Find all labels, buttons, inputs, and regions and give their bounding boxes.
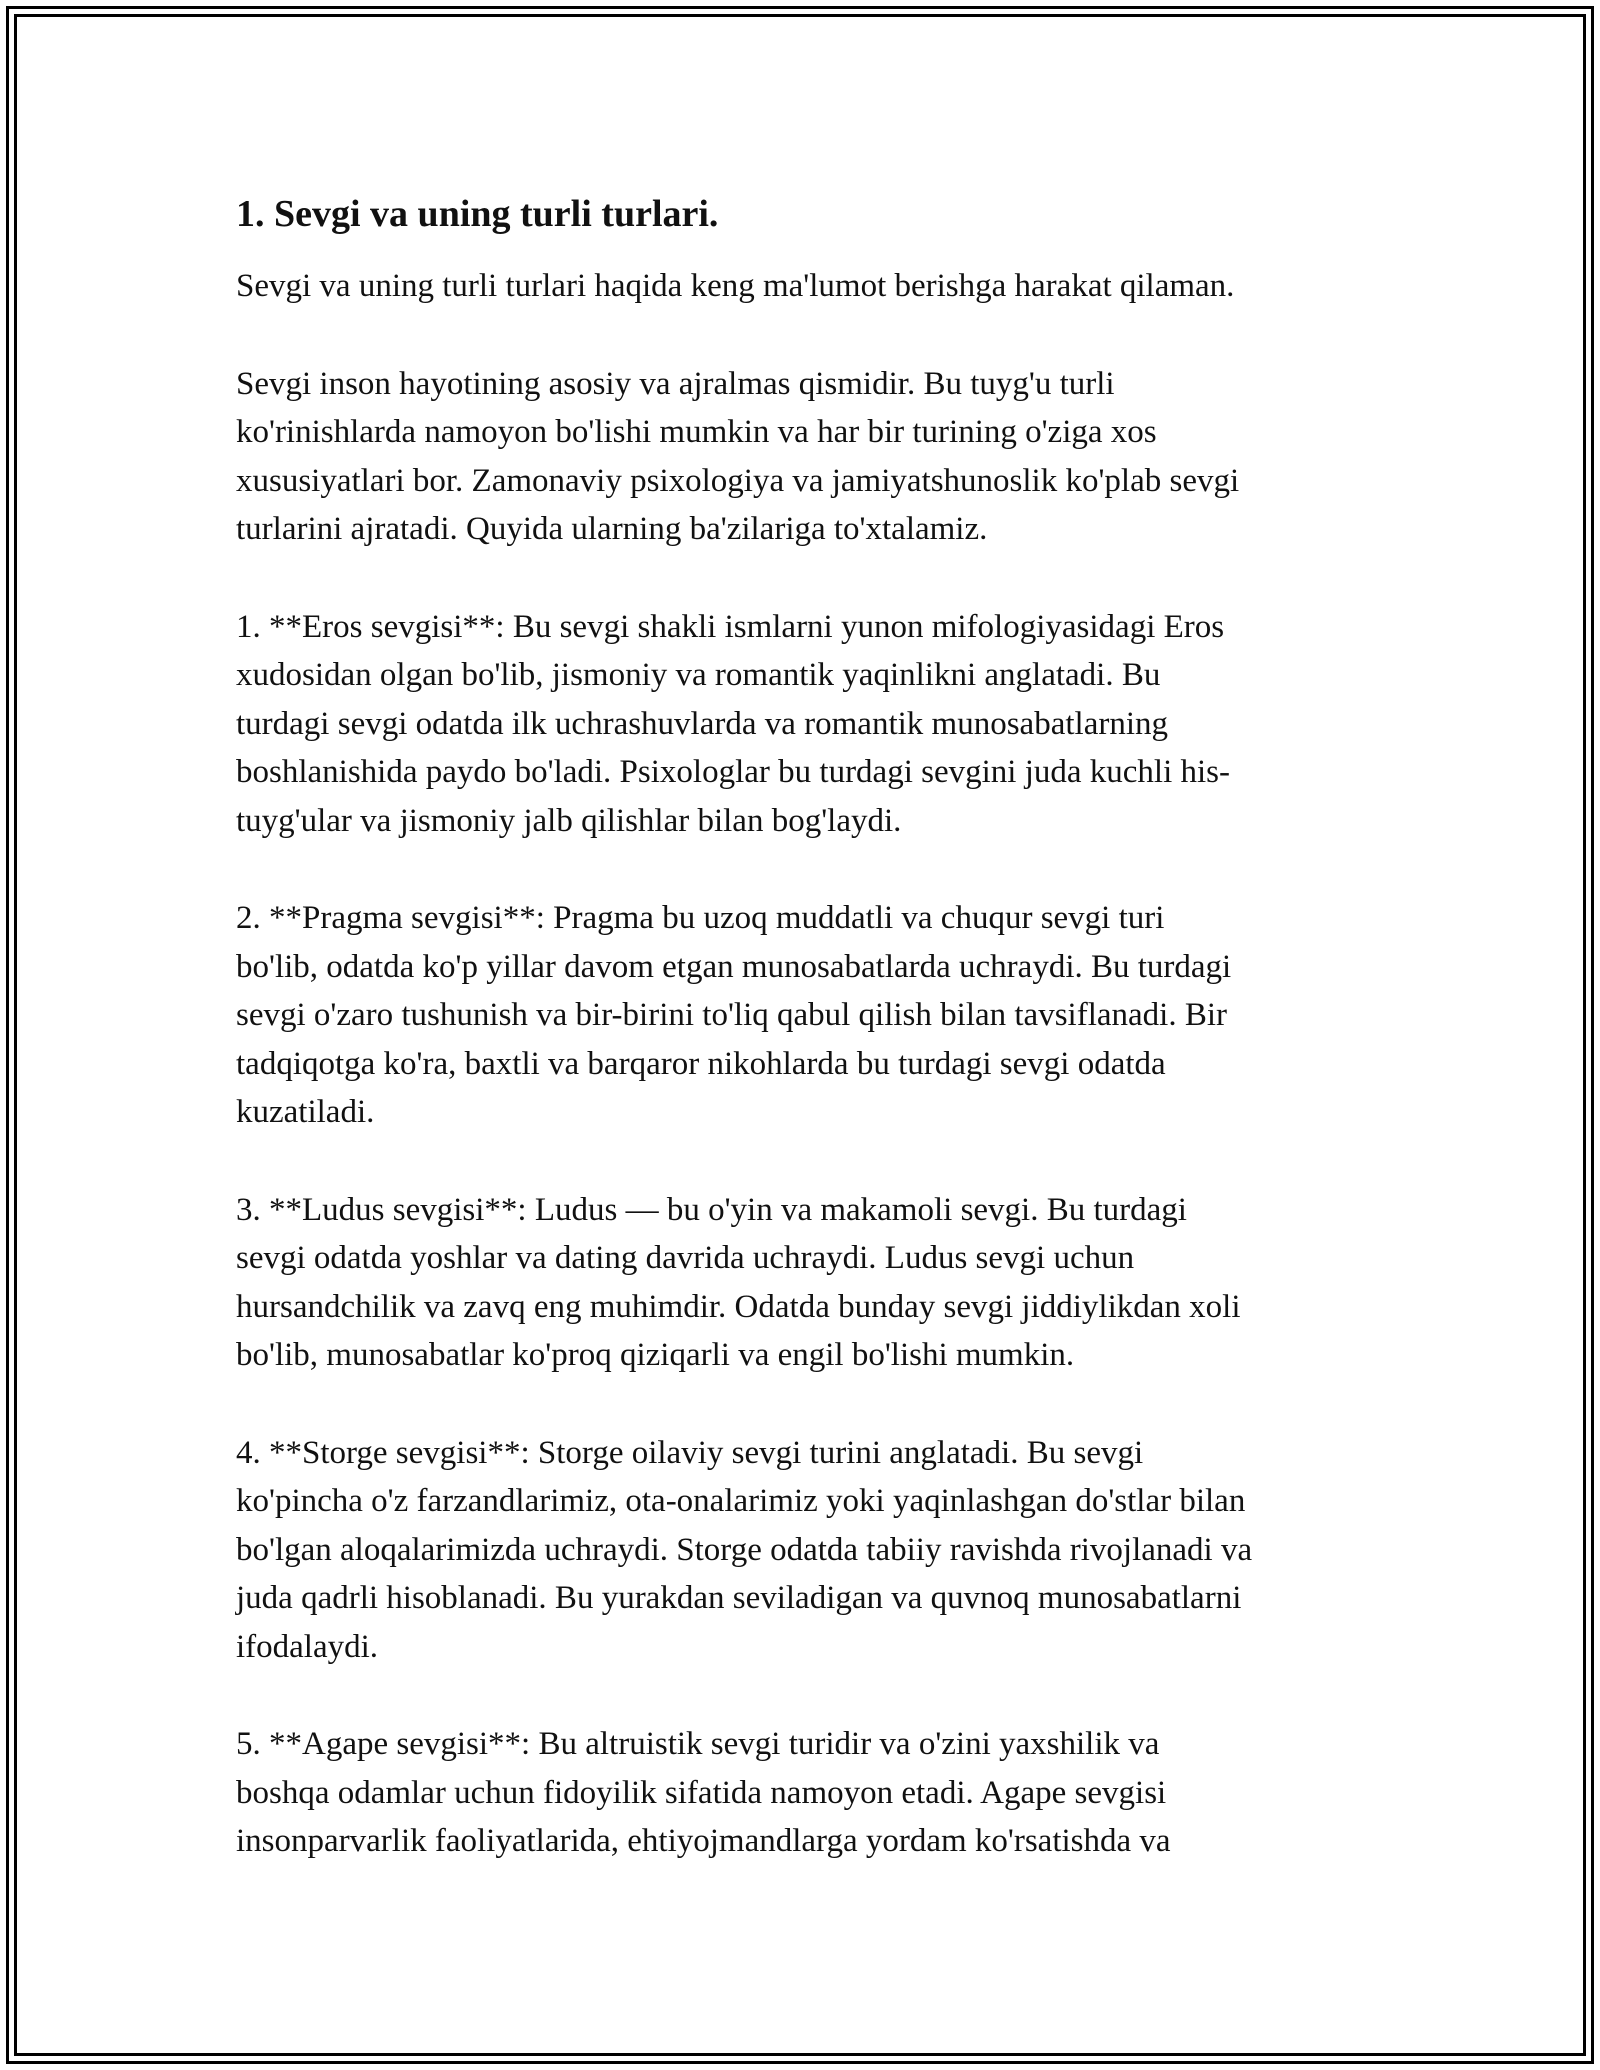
intro-paragraph: Sevgi va uning turli turlari haqida keng ma'lumot berishga harakat qilaman. [236, 268, 1235, 304]
agape-paragraph: 5. **Agape sevgisi**: Bu altruistik sevgi turidir va o'zini yaxshilik va boshqa odamlar uchun fidoyilik sifatida namoyon etadi. Agape sevgisi insonparvarlik faoliyatlarida, ehtiyojmandlarga yordam ko'rsatishda va [236, 1726, 1171, 1859]
pragma-paragraph: 2. **Pragma sevgisi**: Pragma bu uzoq muddatli va chuqur sevgi turi bo'lib, odatda ko'p yillar davom etgan munosabatlarda uchraydi. Bu turdagi sevgi o'zaro tushunish va bir-birini to'liq qabul qilish bilan tavsiflanadi. Bir tadqiqotga ko'ra, baxtli va barqaror nikohlarda bu turdagi sevgi odatda kuzatiladi. [236, 900, 1232, 1130]
document-title: 1. Sevgi va uning turli turlari. [236, 193, 719, 235]
ludus-paragraph: 3. **Ludus sevgisi**: Ludus — bu o'yin va makamoli sevgi. Bu turdagi sevgi odatda yoshlar va dating davrida uchraydi. Ludus sevgi uchun hursandchilik va zavq eng muhimdir. Odatda bunday sevgi jiddiylikdan xoli bo'lib, munosabatlar ko'proq qiziqarli va engil bo'lishi mumkin. [236, 1191, 1241, 1373]
overview-paragraph: Sevgi inson hayotining asosiy va ajralmas qismidir. Bu tuyg'u turli ko'rinishlarda namoyon bo'lishi mumkin va har bir turining o'ziga xos xususiyatlari bor. Zamonaviy psixologiya va jamiyatshunoslik ko'plab sevgi turlarini ajratadi. Quyida ularning ba'zilariga to'xtalamiz. [236, 365, 1240, 547]
eros-paragraph: 1. **Eros sevgisi**: Bu sevgi shakli ismlarni yunon mifologiyasidagi Eros xudosidan olgan bo'lib, jismoniy va romantik yaqinlikni anglatadi. Bu turdagi sevgi odatda ilk uchrashuvlarda va romantik munosabatlarning boshlanishida paydo bo'ladi. Psixologlar bu turdagi sevgini juda kuchli his- tuyg'ular va jismoniy jalb qilishlar bilan bog'laydi. [236, 608, 1230, 839]
document-body [236, 186, 1366, 1915]
storge-paragraph: 4. **Storge sevgisi**: Storge oilaviy sevgi turini anglatadi. Bu sevgi ko'pincha o'z farzandlarimiz, ota-onalarimiz yoki yaqinlashgan do'stlar bilan bo'lgan aloqalarimizda uchraydi. Storge odatda tabiiy ravishda rivojlanadi va juda qadrli hisoblanadi. Bu yurakdan seviladigan va quvnoq munosabatlarni ifodalaydi. [236, 1434, 1253, 1665]
